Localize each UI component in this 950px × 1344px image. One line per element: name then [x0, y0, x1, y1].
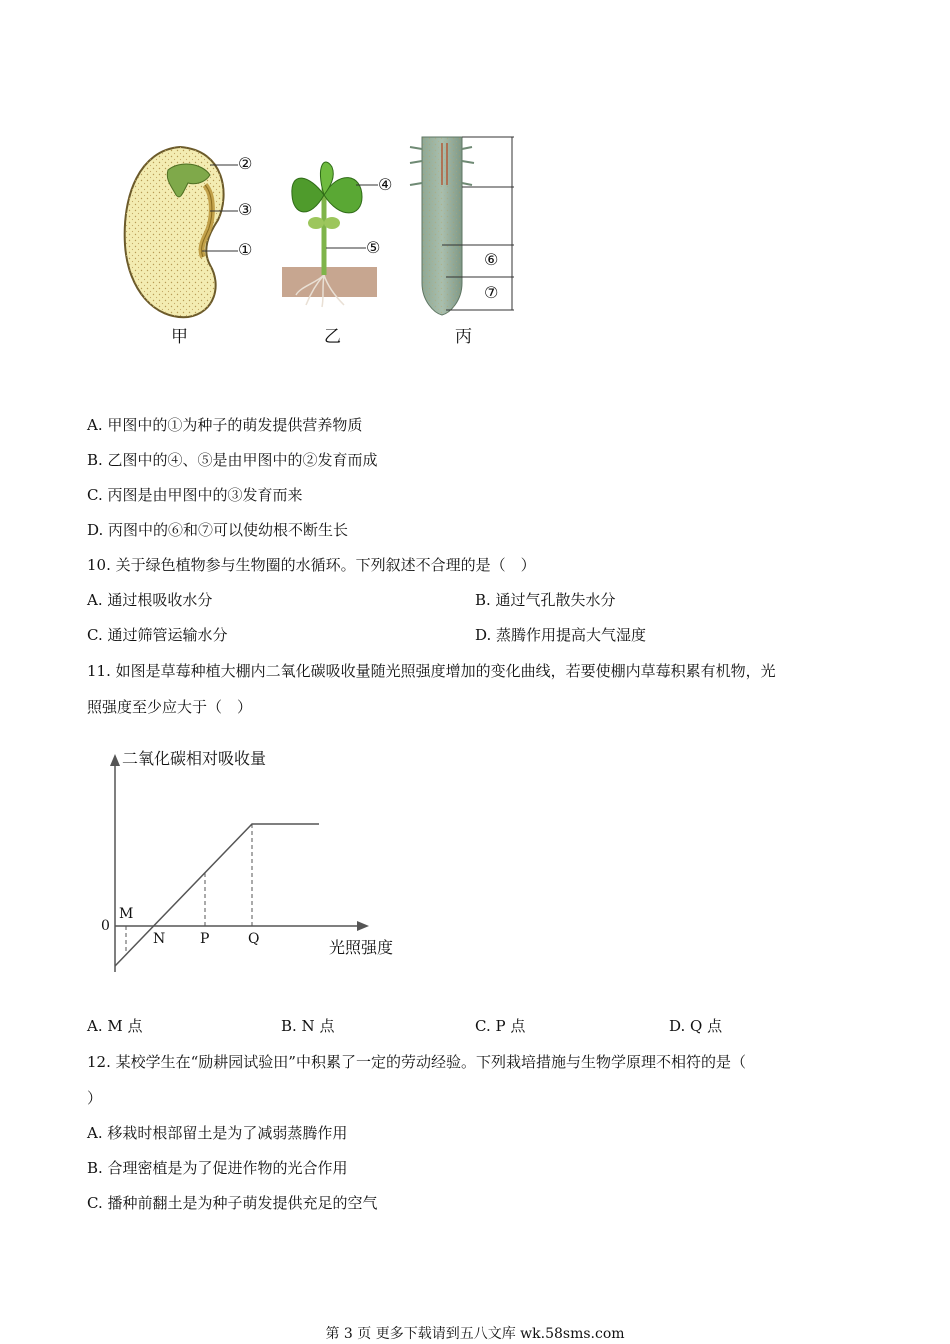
q11-stem-line1: 11. 如图是草莓种植大棚内二氧化碳吸收量随光照强度增加的变化曲线，若要使棚内草莓积累有机物，光	[87, 662, 776, 680]
q12-option-c: C. 播种前翻土是为种子萌发提供充足的空气	[87, 1194, 378, 1212]
q12-stem-line1: 12. 某校学生在“励耕园试验田”中积累了一定的劳动经验。下列栽培措施与生物学原理不相符的是（	[87, 1053, 746, 1071]
chart-curve	[115, 824, 319, 966]
seed-figure-drawing	[110, 125, 530, 355]
seed-development-figure	[110, 125, 530, 355]
q10-option-d: D. 蒸腾作用提高大气湿度	[475, 626, 647, 644]
chart-ylabel: 二氧化碳相对吸收量	[122, 749, 267, 768]
label-bing: 丙	[455, 327, 472, 347]
page-footer: 第 3 页 更多下载请到五八文库 wk.58sms.com	[325, 1326, 625, 1342]
q11-stem-line2: 照强度至少应大于（ ）	[87, 698, 253, 716]
q9-option-a: A. 甲图中的①为种子的萌发提供营养物质	[87, 416, 363, 434]
q12-option-b: B. 合理密植是为了促进作物的光合作用	[87, 1159, 348, 1177]
q12-option-a: A. 移栽时根部留土是为了减弱蒸腾作用	[87, 1124, 348, 1142]
q11-option-d: D. Q 点	[669, 1017, 723, 1035]
label-c6: ⑥	[484, 250, 499, 269]
label-c2: ②	[238, 154, 253, 173]
chart-x-arrow	[357, 921, 369, 931]
q9-option-b: B. 乙图中的④、⑤是由甲图中的②发育而成	[87, 451, 378, 469]
chart-label-m: M	[119, 906, 134, 922]
chart-xlabel: 光照强度	[329, 938, 394, 957]
q11-option-b: B. N 点	[281, 1017, 335, 1035]
label-jia: 甲	[171, 327, 188, 347]
seedling-yi	[282, 162, 381, 307]
q9-option-c: C. 丙图是由甲图中的③发育而来	[87, 486, 303, 504]
q10-option-a: A. 通过根吸收水分	[87, 591, 213, 609]
chart-origin-label: 0	[101, 918, 110, 934]
q10-stem: 10. 关于绿色植物参与生物圈的水循环。下列叙述不合理的是（ ）	[87, 556, 536, 574]
root-tip-bing	[410, 137, 514, 315]
label-c3: ③	[238, 200, 253, 219]
label-c7: ⑦	[484, 283, 499, 302]
q9-option-d: D. 丙图中的⑥和⑦可以使幼根不断生长	[87, 521, 349, 539]
seed-jia	[125, 147, 238, 317]
q10-option-c: C. 通过筛管运输水分	[87, 626, 228, 644]
label-c5: ⑤	[366, 238, 381, 257]
chart-label-p: P	[200, 931, 210, 947]
q10-option-b: B. 通过气孔散失水分	[475, 591, 616, 609]
label-yi: 乙	[324, 327, 341, 347]
chart-label-n: N	[153, 931, 166, 947]
q11-option-c: C. P 点	[475, 1017, 526, 1035]
q12-stem-line2: ）	[87, 1089, 103, 1107]
co2-light-chart	[95, 740, 415, 985]
q11-option-a: A. M 点	[87, 1017, 143, 1035]
chart-y-arrow	[110, 754, 120, 766]
label-c4: ④	[378, 175, 393, 194]
chart-label-q: Q	[248, 931, 260, 947]
label-c1: ①	[238, 240, 253, 259]
